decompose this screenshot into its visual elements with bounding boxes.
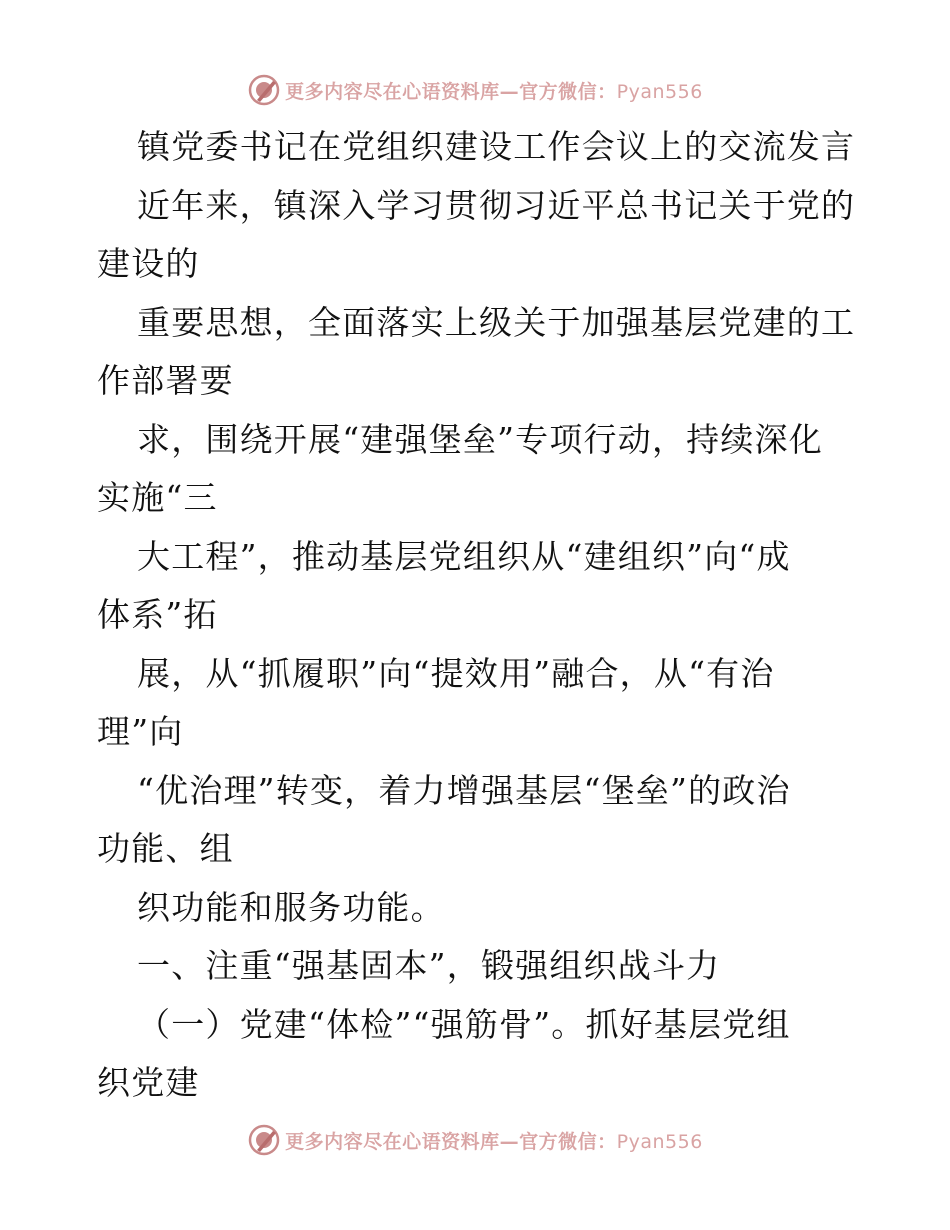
banner-text: 更多内容尽在心语资料库—官方微信：Pyan556: [285, 1130, 703, 1153]
text-line: 大工程”，推动基层党组织从“建组织”向“成: [137, 536, 791, 576]
text-line: （一）党建“体检”“强筋骨”。抓好基层党组: [137, 1004, 791, 1044]
text-line: 近年来，镇深入学习贯彻习近平总书记关于党的: [137, 185, 856, 225]
text-line: 一、注重“强基固本”，锻强组织战斗力: [137, 946, 721, 985]
document-body: [97, 118, 857, 1113]
text-line: 功能、组: [97, 829, 234, 868]
footer-banner: [0, 1120, 950, 1160]
text-line: 展，从“抓履职”向“提效用”融合，从“有治: [137, 653, 775, 693]
wechat-id: Pyan556: [616, 80, 703, 103]
brand-logo-icon: [247, 1123, 281, 1157]
text-line: 重要思想，全面落实上级关于加强基层党建的工: [137, 302, 856, 342]
text-line: 求，围绕开展“建强堡垒”专项行动，持续深化: [137, 419, 823, 459]
text-line: “优治理”转变，着力增强基层“堡垒”的政治: [137, 770, 791, 810]
wechat-id: Pyan556: [616, 1130, 703, 1153]
header-banner: [0, 70, 950, 110]
brand-logo-icon: [247, 73, 281, 107]
text-line: 织功能和服务功能。: [137, 887, 445, 927]
text-line: 实施“三: [97, 478, 218, 517]
text-line: 织党建: [97, 1063, 200, 1102]
banner-text: 更多内容尽在心语资料库—官方微信：Pyan556: [285, 80, 703, 103]
text-line: 作部署要: [97, 361, 234, 400]
text-line: 体系”拓: [97, 595, 218, 634]
text-line: 建设的: [97, 244, 200, 283]
text-line: 理”向: [97, 712, 184, 751]
text-line: 镇党委书记在党组织建设工作会议上的交流发言: [137, 127, 856, 166]
